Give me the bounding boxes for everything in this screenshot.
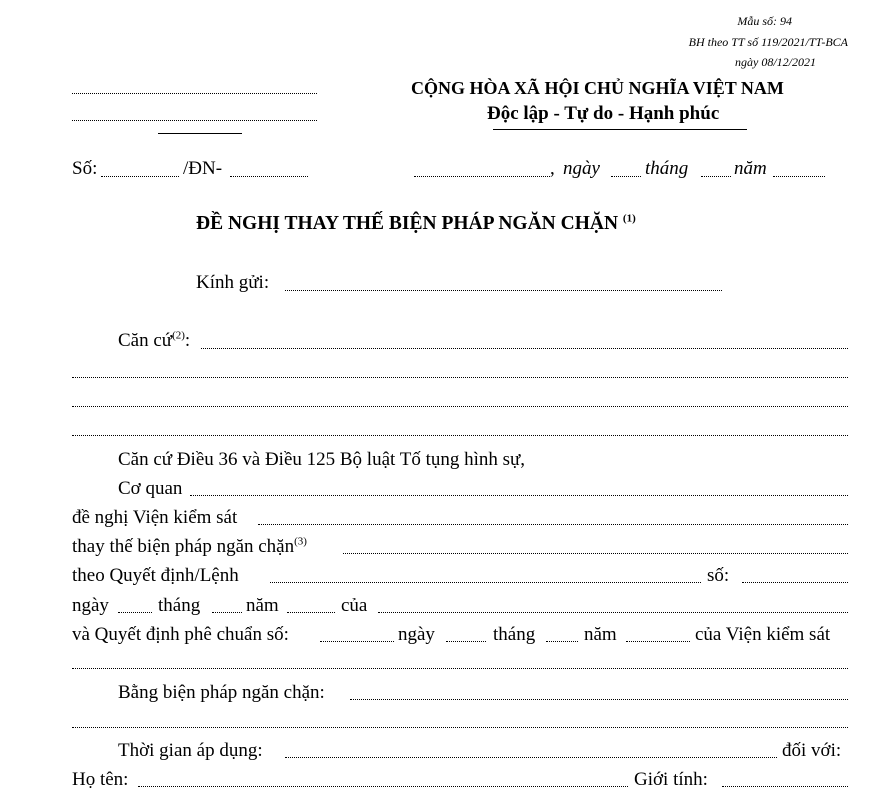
recipient-label: Kính gửi: — [196, 272, 270, 293]
replace-measure-note: (3) — [294, 535, 307, 548]
new-measure-field-1[interactable] — [350, 699, 848, 700]
decision-order-label: theo Quyết định/Lệnh — [72, 565, 239, 586]
doc-number-suffix: /ĐN- — [183, 158, 223, 179]
approval-day-label: ngày — [398, 624, 435, 645]
date-year-label: năm — [734, 158, 767, 179]
date-day-label: ngày — [563, 158, 600, 179]
legal-basis-text: Căn cứ Điều 36 và Điều 125 Bộ luật Tố tụng hình sự, — [118, 449, 526, 470]
basis-field-4[interactable] — [72, 435, 848, 436]
date-year-field[interactable] — [773, 176, 825, 177]
document-title — [196, 213, 636, 235]
document-title-text: ĐỀ NGHỊ THAY THẾ BIỆN PHÁP NGĂN CHẶN — [196, 213, 619, 234]
agency-label: Cơ quan — [118, 478, 183, 499]
decision-issuer-label: của — [341, 595, 368, 616]
replace-measure-label — [72, 536, 307, 558]
basis-field-2[interactable] — [72, 377, 848, 378]
decision-month-label: tháng — [158, 595, 201, 616]
basis-label-text: Căn cứ — [118, 330, 173, 351]
doc-number-field[interactable] — [101, 176, 179, 177]
agency-field[interactable] — [190, 495, 848, 496]
place-field[interactable] — [414, 176, 550, 177]
new-measure-field-2[interactable] — [72, 727, 848, 728]
decision-year-field[interactable] — [287, 612, 335, 613]
gender-label: Giới tính: — [634, 769, 708, 790]
decision-day-field[interactable] — [118, 612, 152, 613]
place-comma: , — [550, 158, 555, 179]
document-title-note: (1) — [622, 212, 636, 225]
basis-label — [118, 330, 190, 352]
decision-issuer-field[interactable] — [378, 612, 848, 613]
agency-underline — [158, 133, 242, 134]
approval-procuracy-label: của Viện kiểm sát — [695, 624, 831, 645]
new-measure-label: Bằng biện pháp ngăn chặn: — [118, 682, 325, 703]
basis-colon: : — [184, 330, 191, 351]
full-name-field[interactable] — [138, 786, 628, 787]
decision-number-field[interactable] — [742, 582, 848, 583]
form-number: Mẫu số: 94 — [737, 14, 792, 28]
basis-field-1[interactable] — [201, 348, 848, 349]
approval-number-field[interactable] — [320, 641, 394, 642]
approval-day-field[interactable] — [446, 641, 486, 642]
decision-day-label: ngày — [72, 595, 109, 616]
basis-note: (2) — [172, 329, 185, 342]
procuracy-field[interactable] — [258, 524, 848, 525]
form-issue-date: ngày 08/12/2021 — [735, 55, 816, 69]
agency-line-1[interactable] — [72, 93, 317, 94]
date-day-field[interactable] — [611, 176, 641, 177]
approval-year-label: năm — [584, 624, 617, 645]
date-month-field[interactable] — [701, 176, 731, 177]
request-procuracy-label: đề nghị Viện kiểm sát — [72, 507, 238, 528]
doc-number-label: Số: — [72, 158, 98, 179]
duration-field[interactable] — [285, 757, 777, 758]
approval-month-field[interactable] — [546, 641, 578, 642]
doc-number-code-field[interactable] — [230, 176, 308, 177]
recipient-field[interactable] — [285, 290, 722, 291]
approval-procuracy-field[interactable] — [72, 668, 848, 669]
agency-line-2[interactable] — [72, 120, 317, 121]
full-name-label: Họ tên: — [72, 769, 129, 790]
decision-order-field[interactable] — [270, 582, 701, 583]
national-title: CỘNG HÒA XÃ HỘI CHỦ NGHĨA VIỆT NAM — [411, 78, 784, 98]
approval-number-label: và Quyết định phê chuẩn số: — [72, 624, 289, 645]
approval-month-label: tháng — [493, 624, 536, 645]
applies-to-label: đối với: — [782, 740, 842, 761]
replace-measure-field[interactable] — [343, 553, 848, 554]
motto-underline — [493, 129, 747, 130]
date-month-label: tháng — [645, 158, 689, 179]
decision-year-label: năm — [246, 595, 279, 616]
form-legal-basis: BH theo TT số 119/2021/TT-BCA — [688, 35, 848, 49]
approval-year-field[interactable] — [626, 641, 690, 642]
basis-field-3[interactable] — [72, 406, 848, 407]
gender-field[interactable] — [722, 786, 848, 787]
national-motto: Độc lập - Tự do - Hạnh phúc — [487, 103, 720, 124]
replace-measure-text: thay thế biện pháp ngăn chặn — [72, 536, 295, 557]
duration-label: Thời gian áp dụng: — [118, 740, 263, 761]
decision-number-label: số: — [707, 565, 730, 586]
decision-month-field[interactable] — [212, 612, 242, 613]
